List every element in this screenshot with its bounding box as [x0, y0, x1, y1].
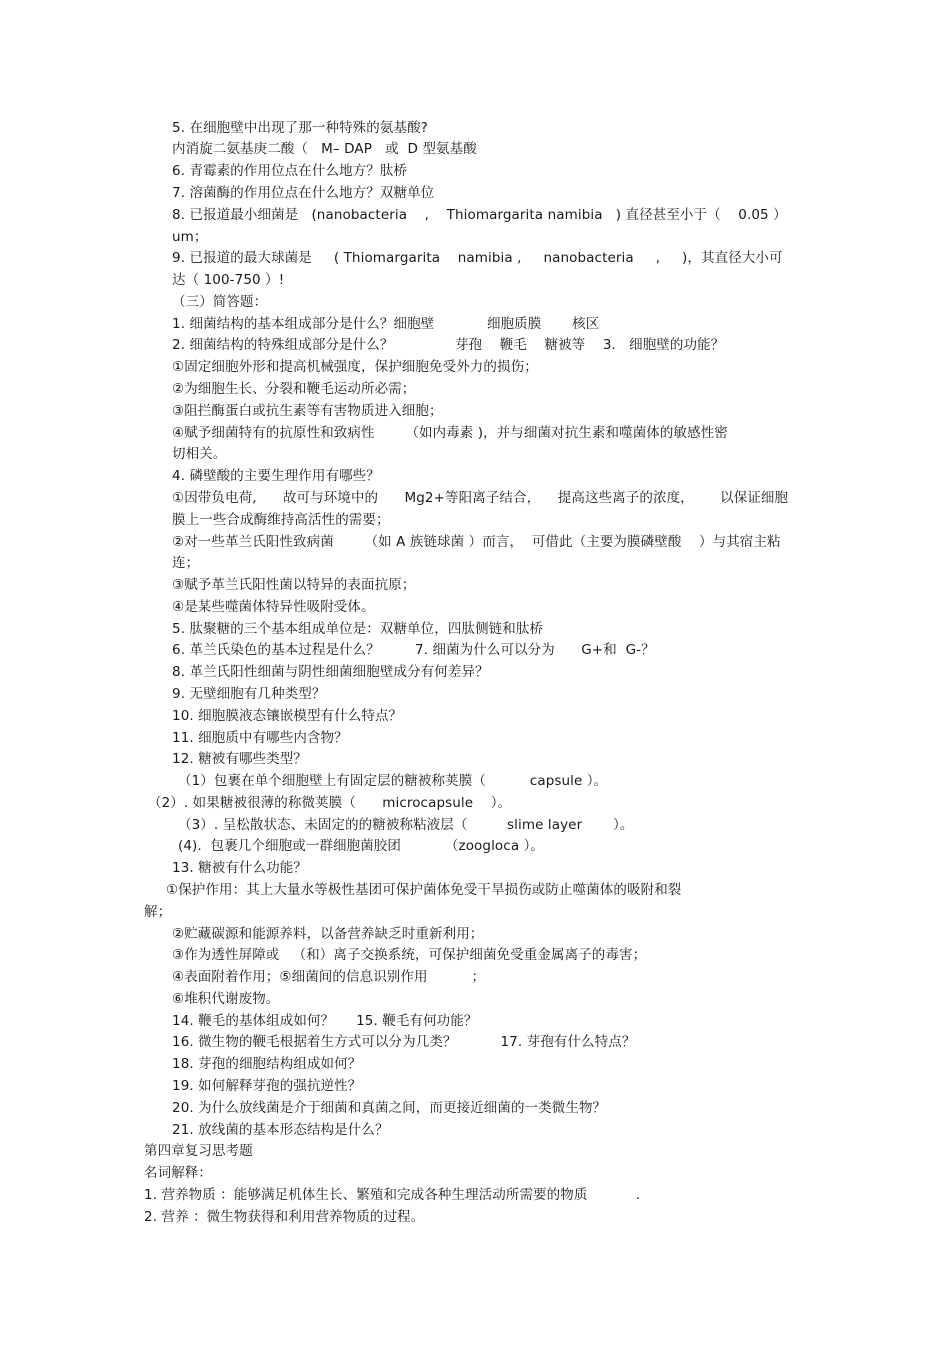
text-line: ①保护作用：其上大量水等极性基团可保护菌体免受干旱损伤或防止噬菌体的吸附和裂	[166, 882, 682, 898]
text-line: ③赋予革兰氏阳性菌以特异的表面抗原；	[172, 577, 416, 593]
text-line: 19. 如何解释芽孢的强抗逆性？	[172, 1078, 362, 1094]
text-line: 18. 芽孢的细胞结构组成如何？	[172, 1056, 362, 1072]
text-line: ③作为透性屏障或 （和）离子交换系统，可保护细菌免受重金属离子的毒害；	[172, 947, 647, 963]
text-line: ②为细胞生长、分裂和鞭毛运动所必需；	[172, 381, 416, 397]
text-line: 8. 革兰氏阳性细菌与阴性细菌细胞壁成分有何差异？	[172, 664, 489, 680]
text-line: 8. 已报道最小细菌是 (nanobacteria , Thiomargarita namibia ) 直径甚至小于（ 0.05 ）	[172, 207, 787, 223]
text-line: （1）包裹在单个细胞壁上有固定层的糖被称荚膜（ capsule ）。	[178, 773, 608, 789]
text-line: 7. 溶菌酶的作用位点在什么地方？双糖单位	[172, 185, 435, 201]
text-line: 4. 磷壁酸的主要生理作用有哪些？	[172, 468, 380, 484]
text-line: ②对一些革兰氏阳性致病菌 （如 A 族链球菌 ）而言， 可借此（主要为膜磷壁酸 ）与其宿主粘	[172, 534, 781, 550]
text-line: 1. 营养物质 ：能够满足机体生长、繁殖和完成各种生理活动所需要的物质 .	[144, 1187, 641, 1203]
section-heading: 名词解释：	[144, 1165, 212, 1181]
text-line: 达（ 100-750 ）!	[172, 272, 285, 288]
text-line: （2）. 如果糖被很薄的称微荚膜（ microcapsule ）。	[148, 795, 512, 811]
text-line: ③阻拦酶蛋白或抗生素等有害物质进入细胞；	[172, 403, 443, 419]
text-line: 解；	[144, 904, 172, 920]
text-line: 9. 无壁细胞有几种类型？	[172, 686, 326, 702]
text-line: 16. 微生物的鞭毛根据着生方式可以分为几类？ 17. 芽孢有什么特点？	[172, 1034, 636, 1050]
text-line: 5. 肽聚糖的三个基本组成单位是：双糖单位，四肽侧链和肽桥	[172, 621, 544, 637]
text-line: 11. 细胞质中有哪些内含物？	[172, 730, 348, 746]
text-line: ⑥堆积代谢废物。	[172, 991, 280, 1007]
text-line: 连；	[172, 555, 200, 571]
chapter-heading: 第四章复习思考题	[144, 1143, 253, 1159]
text-line: 2. 营养 ：微生物获得和利用营养物质的过程。	[144, 1209, 425, 1225]
text-line: 9. 已报道的最大球菌是 ( Thiomargarita namibia , nanobacteria , )，其直径大小可	[172, 250, 783, 266]
text-line: 13. 糖被有什么功能？	[172, 860, 307, 876]
text-line: ①因带负电荷, 故可与环境中的 Mg2+等阳离子结合， 提高这些离子的浓度， 以保证细胞	[172, 490, 789, 506]
text-line: 6. 革兰氏染色的基本过程是什么？ 7. 细菌为什么可以分为 G+和 G-？	[172, 642, 655, 658]
text-line: 膜上一些合成酶维持高活性的需要；	[172, 512, 390, 528]
text-line: ②贮藏碳源和能源养料，以备营养缺乏时重新利用；	[172, 926, 484, 942]
section-heading: （三）简答题：	[172, 294, 268, 310]
text-line: 10. 细胞膜液态镶嵌模型有什么特点？	[172, 708, 403, 724]
text-line: ④赋予细菌特有的抗原性和致病性 （如内毒素 )，并与细菌对抗生素和噬菌体的敏感性密	[172, 425, 728, 441]
text-line: 20. 为什么放线菌是介于细菌和真菌之间，而更接近细菌的一类微生物？	[172, 1100, 607, 1116]
text-line: um；	[172, 229, 208, 245]
text-line: 12. 糖被有哪些类型？	[172, 751, 307, 767]
text-line: 1. 细菌结构的基本组成部分是什么？细胞壁 细胞质膜 核区	[172, 316, 600, 332]
text-line: 2. 细菌结构的特殊组成部分是什么？ 芽孢 鞭毛 糖被等 3. 细胞壁的功能？	[172, 337, 725, 353]
text-line: ④是某些噬菌体特异性吸附受体。	[172, 599, 375, 615]
text-line: 切相关。	[172, 446, 227, 462]
text-line: 6. 青霉素的作用位点在什么地方？肽桥	[172, 163, 408, 179]
text-line: ④表面附着作用；⑤细菌间的信息识别作用 ；	[172, 969, 486, 985]
text-line: 5. 在细胞壁中出现了那一种特殊的氨基酸?	[172, 120, 428, 136]
text-line: 21. 放线菌的基本形态结构是什么？	[172, 1122, 389, 1138]
text-line: 14. 鞭毛的基体组成如何？ 15. 鞭毛有何功能？	[172, 1013, 478, 1029]
text-line: 内消旋二氨基庚二酸（ M– DAP 或 D 型氨基酸	[172, 141, 477, 157]
text-line: (4). 包裹几个细胞或一群细胞菌胶团 （zoogloca ）。	[178, 838, 545, 854]
text-line: ①固定细胞外形和提高机械强度，保护细胞免受外力的损伤；	[172, 359, 538, 375]
text-line: （3）. 呈松散状态、未固定的的糖被称粘液层（ slime layer ）。	[178, 817, 634, 833]
